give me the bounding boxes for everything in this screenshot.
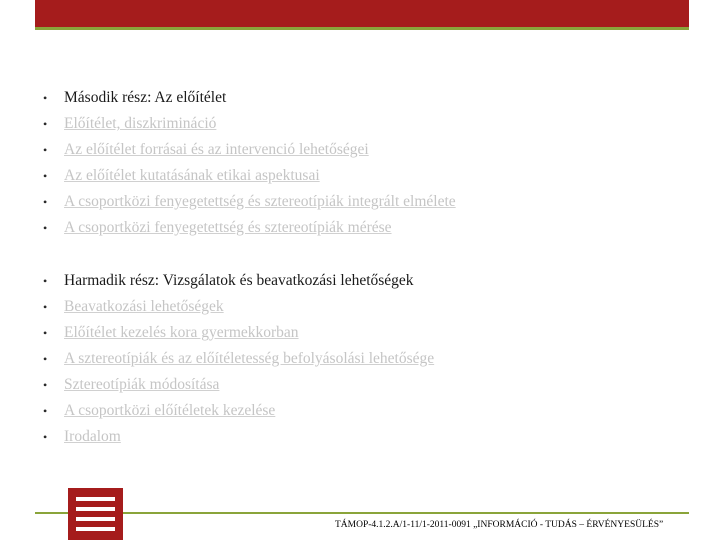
section-heading: Második rész: Az előítélet — [64, 89, 227, 106]
footer-divider — [35, 512, 689, 514]
toc-link[interactable]: Sztereotípiák módosítása — [64, 376, 220, 393]
toc-link[interactable]: Előítélet, diszkrimináció — [64, 115, 217, 132]
bullet-icon: • — [43, 117, 48, 131]
toc-link[interactable]: Előítélet kezelés kora gyermekkorban — [64, 324, 299, 341]
bullet-icon: • — [43, 195, 48, 209]
bullet-icon: • — [43, 91, 48, 105]
bullet-icon: • — [43, 300, 48, 314]
toc-link[interactable]: Irodalom — [64, 428, 121, 445]
toc-link[interactable]: Beavatkozási lehetőségek — [64, 298, 224, 315]
footer-text: TÁMOP-4.1.2.A/1-11/1-2011-0091 „INFORMÁCIÓ - TUDÁS – ÉRVÉNYESÜLÉS” — [335, 520, 664, 530]
toc-link[interactable]: A csoportközi fenyegetettség és sztereotípiák mérése — [64, 219, 392, 236]
section-heading: Harmadik rész: Vizsgálatok és beavatkozási lehetőségek — [64, 272, 414, 289]
logo-icon — [68, 488, 123, 540]
bullet-icon: • — [43, 430, 48, 444]
toc-link[interactable]: Az előítélet forrásai és az intervenció lehetőségei — [64, 141, 369, 158]
bullet-icon: • — [43, 169, 48, 183]
header-bar — [35, 0, 689, 27]
toc-link[interactable]: A csoportközi fenyegetettség és sztereotípiák integrált elmélete — [64, 193, 456, 210]
bullet-icon: • — [43, 274, 48, 288]
bullet-icon: • — [43, 221, 48, 235]
toc-link[interactable]: Az előítélet kutatásának etikai aspektusai — [64, 167, 320, 184]
bullet-icon: • — [43, 378, 48, 392]
bullet-icon: • — [43, 143, 48, 157]
bullet-icon: • — [43, 404, 48, 418]
toc-link[interactable]: A sztereotípiák és az előítéletesség befolyásolási lehetősége — [64, 350, 435, 367]
bullet-icon: • — [43, 352, 48, 366]
header-divider — [35, 27, 689, 30]
toc-link[interactable]: A csoportközi előítéletek kezelése — [64, 402, 276, 419]
bullet-icon: • — [43, 326, 48, 340]
